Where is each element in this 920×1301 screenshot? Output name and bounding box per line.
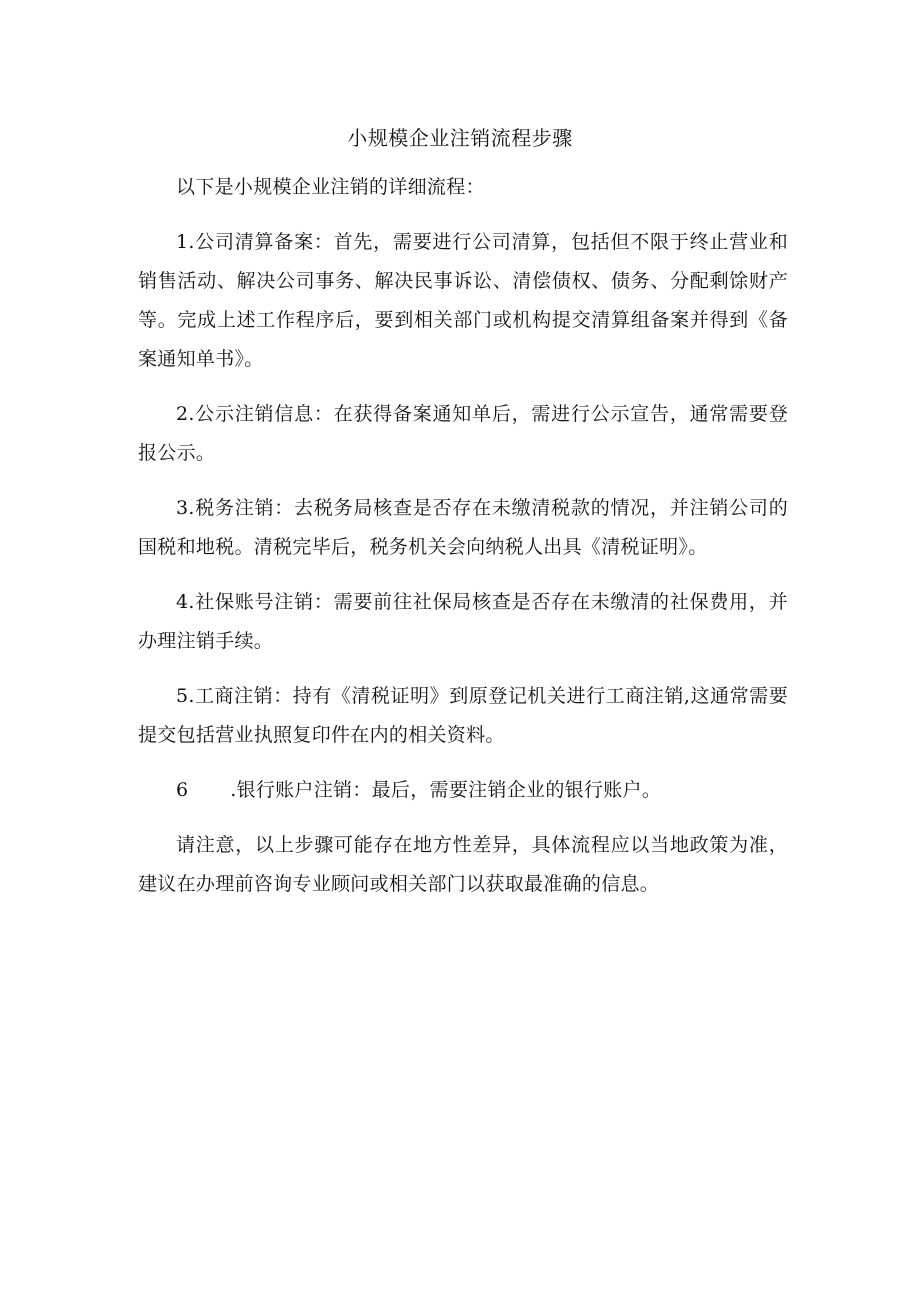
spacer [138, 810, 788, 826]
step-4-number: 4 [176, 591, 189, 613]
step-1-text: .公司清算备案：首先，需要进行公司清算，包括但不限于终止营业和销售活动、解决公司事务、解决民事诉讼、清偿债权、债务、分配剩馀财产等。完成上述工作程序后，要到相关部门或机构提交清算组备案并得到《备案通知单书》。 [138, 231, 788, 370]
step-4 [138, 583, 788, 661]
spacer [138, 207, 788, 223]
note-paragraph: 请注意，以上步骤可能存在地方性差异，具体流程应以当地政策为准，建议在办理前咨询专业顾问或相关部门以获取最准确的信息。 [138, 834, 788, 895]
spacer [138, 755, 788, 771]
spacer [138, 661, 788, 677]
step-6 [138, 771, 788, 810]
step-6-text: .银行账户注销：最后，需要注销企业的银行账户。 [230, 779, 662, 801]
step-5-text: .工商注销：持有《清税证明》到原登记机关进行工商注销,这通常需要提交包括营业执照复印件在内的相关资料。 [138, 685, 788, 746]
step-2-text: .公示注销信息：在获得备案通知单后，需进行公示宣告，通常需要登报公示。 [138, 403, 788, 464]
spacer [138, 567, 788, 583]
step-5-number: 5 [176, 685, 189, 707]
step-3-number: 3 [176, 497, 189, 519]
step-6-number: 6 [176, 779, 189, 801]
step-3 [138, 489, 788, 567]
spacer [138, 473, 788, 489]
spacer [138, 379, 788, 395]
document-body [138, 168, 788, 904]
step-5 [138, 677, 788, 755]
step-1 [138, 223, 788, 379]
step-3-text: .税务注销：去税务局核查是否存在未缴清税款的情况，并注销公司的国税和地税。清税完毕后，税务机关会向纳税人出具《清税证明》。 [138, 497, 788, 558]
step-2-number: 2 [176, 403, 189, 425]
step-1-number: 1 [176, 231, 189, 253]
step-4-text: .社保账号注销：需要前往社保局核查是否存在未缴清的社保费用，并办理注销手续。 [138, 591, 788, 652]
intro-paragraph: 以下是小规模企业注销的详细流程： [176, 176, 485, 198]
step-2 [138, 395, 788, 473]
document-title: 小规模企业注销流程步骤 [347, 126, 573, 150]
